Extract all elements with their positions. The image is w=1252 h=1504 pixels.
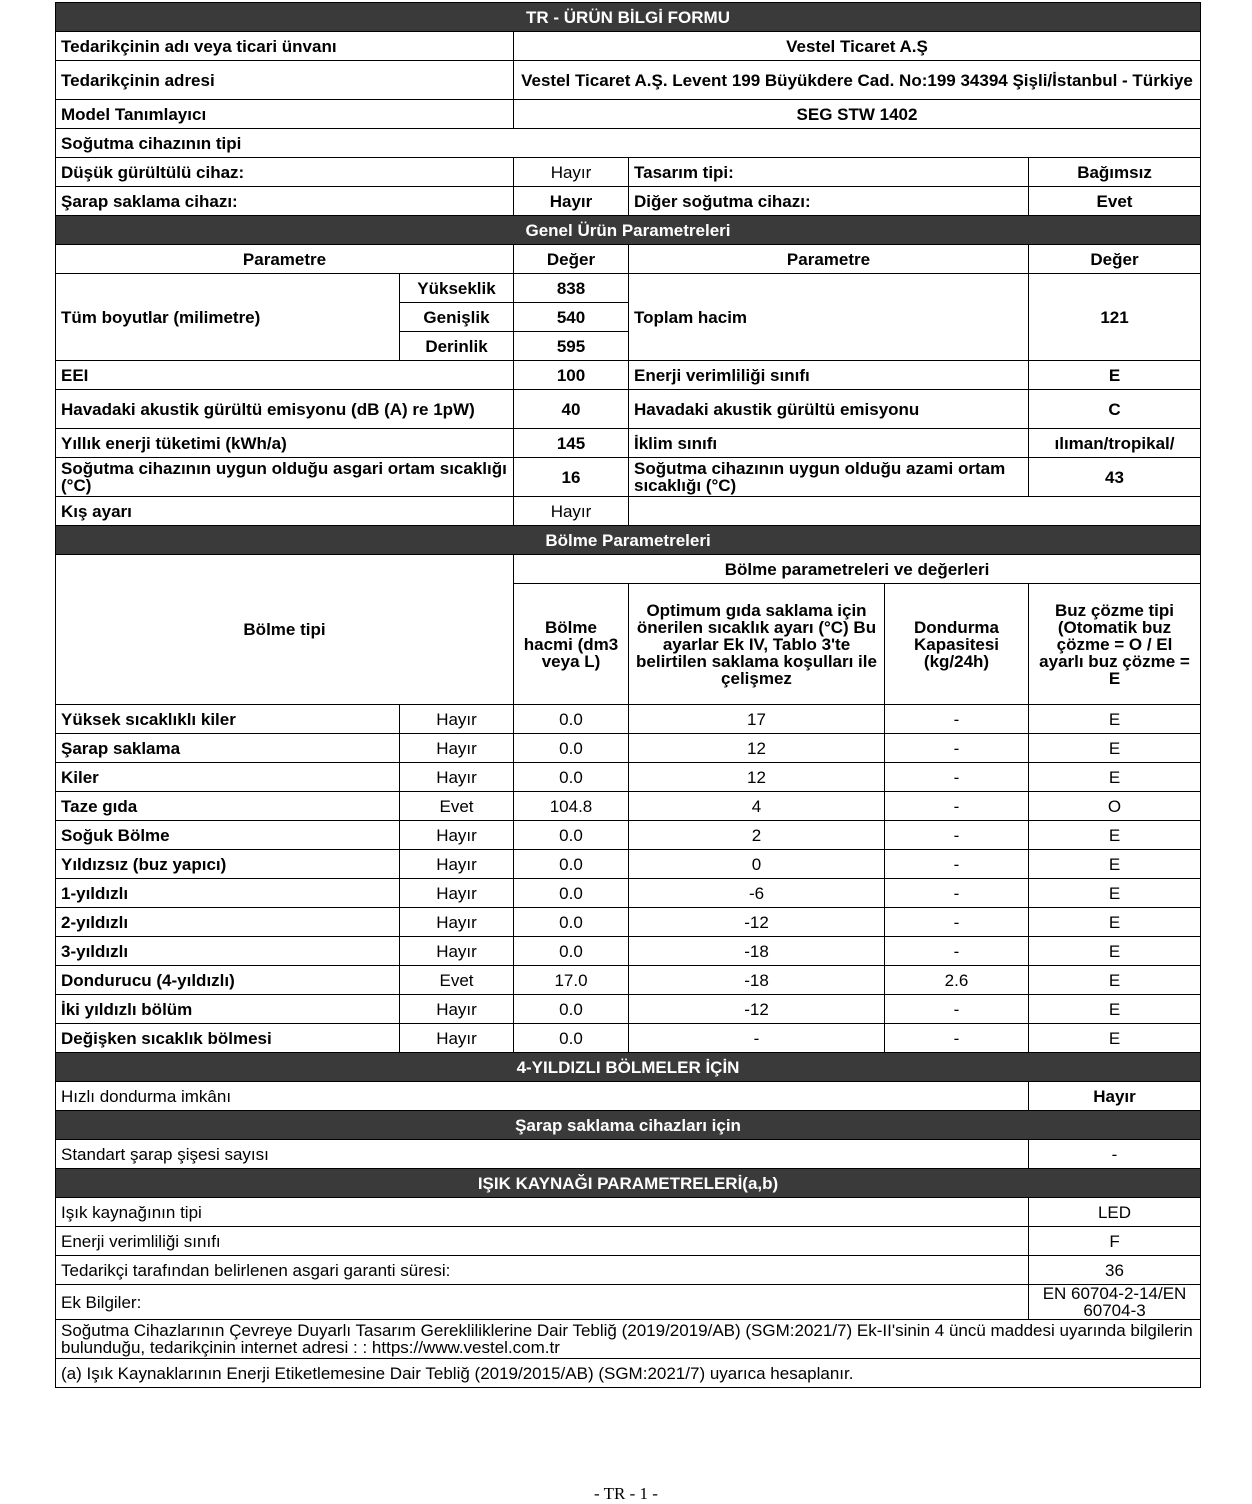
- wine-device-label: Şarap saklama cihazı:: [56, 187, 514, 216]
- compartment-temp: 0: [629, 850, 885, 879]
- compartment-present: Hayır: [400, 908, 514, 937]
- compartment-freeze: -: [885, 821, 1029, 850]
- compartment-present: Hayır: [400, 821, 514, 850]
- compartment-volume: 0.0: [514, 821, 629, 850]
- height-value: 838: [514, 274, 629, 303]
- min-temp-value: 16: [514, 458, 629, 497]
- compartment-name: Değişken sıcaklık bölmesi: [56, 1024, 400, 1053]
- product-info-table: [55, 2, 1201, 1388]
- compartment-name: Taze gıda: [56, 792, 400, 821]
- compartment-temp: -18: [629, 937, 885, 966]
- table-row: [56, 1024, 1201, 1053]
- compartment-volume: 0.0: [514, 763, 629, 792]
- compartment-freeze: -: [885, 763, 1029, 792]
- compartment-volume: 104.8: [514, 792, 629, 821]
- compartment-volume: 0.0: [514, 995, 629, 1024]
- general-params-header: Genel Ürün Parametreleri: [56, 216, 1201, 245]
- compartment-defrost: E: [1029, 763, 1201, 792]
- table-row: [56, 850, 1201, 879]
- table-row: [56, 937, 1201, 966]
- compartment-defrost: O: [1029, 792, 1201, 821]
- wine-bottles-value: -: [1029, 1140, 1201, 1169]
- total-volume-value: 121: [1029, 274, 1201, 361]
- model-value: SEG STW 1402: [514, 100, 1201, 129]
- compartment-present: Hayır: [400, 850, 514, 879]
- compartment-volume: 0.0: [514, 908, 629, 937]
- compartment-defrost: E: [1029, 734, 1201, 763]
- noise-db-value: 40: [514, 390, 629, 429]
- param-col-header: Parametre: [56, 245, 514, 274]
- compartment-present: Evet: [400, 966, 514, 995]
- compartment-present: Hayır: [400, 734, 514, 763]
- design-type-value: Bağımsız: [1029, 158, 1201, 187]
- width-label: Genişlik: [400, 303, 514, 332]
- compartment-temp: -: [629, 1024, 885, 1053]
- form-title: TR - ÜRÜN BİLGİ FORMU: [56, 3, 1201, 32]
- compartment-volume: 0.0: [514, 937, 629, 966]
- compartment-present: Hayır: [400, 995, 514, 1024]
- compartment-present: Evet: [400, 792, 514, 821]
- compartment-name: 3-yıldızlı: [56, 937, 400, 966]
- compartment-freeze: -: [885, 705, 1029, 734]
- fast-freeze-value: Hayır: [1029, 1082, 1201, 1111]
- value-col-header: Değer: [514, 245, 629, 274]
- compartment-type-header: Bölme tipi: [56, 555, 514, 705]
- compartment-temp: -12: [629, 995, 885, 1024]
- compartment-name: 2-yıldızlı: [56, 908, 400, 937]
- freeze-capacity-header: Dondurma Kapasitesi (kg/24h): [885, 584, 1029, 705]
- noise-class-label: Havadaki akustik gürültü emisyonu: [629, 390, 1029, 429]
- compartment-temp-header: Optimum gıda saklama için önerilen sıcaklık ayarı (°C) Bu ayarlar Ek IV, Tablo 3'te belirtilen saklama koşulları ile çelişmez: [629, 584, 885, 705]
- compartment-present: Hayır: [400, 879, 514, 908]
- value-col-header-2: Değer: [1029, 245, 1201, 274]
- compartment-temp: -6: [629, 879, 885, 908]
- warranty-value: 36: [1029, 1256, 1201, 1285]
- max-temp-label: Soğutma cihazının uygun olduğu azami ortam sıcaklığı (°C): [629, 458, 1029, 497]
- compartment-defrost: E: [1029, 879, 1201, 908]
- table-row: [56, 763, 1201, 792]
- extra-info-label: Ek Bilgiler:: [56, 1285, 1029, 1320]
- table-row: [56, 734, 1201, 763]
- compartment-volume: 0.0: [514, 850, 629, 879]
- compartment-freeze: -: [885, 734, 1029, 763]
- model-label: Model Tanımlayıcı: [56, 100, 514, 129]
- four-star-header: 4-YILDIZLI BÖLMELER İÇİN: [56, 1053, 1201, 1082]
- compartment-defrost: E: [1029, 908, 1201, 937]
- compartment-defrost: E: [1029, 821, 1201, 850]
- compartment-temp: 2: [629, 821, 885, 850]
- compartment-freeze: -: [885, 1024, 1029, 1053]
- depth-label: Derinlik: [400, 332, 514, 361]
- compartment-present: Hayır: [400, 763, 514, 792]
- design-type-label: Tasarım tipi:: [629, 158, 1029, 187]
- compartment-name: Dondurucu (4-yıldızlı): [56, 966, 400, 995]
- compartment-defrost: E: [1029, 995, 1201, 1024]
- table-row: [56, 705, 1201, 734]
- compartment-freeze: -: [885, 879, 1029, 908]
- eei-value: 100: [514, 361, 629, 390]
- min-temp-label: Soğutma cihazının uygun olduğu asgari ortam sıcaklığı (°C): [56, 458, 514, 497]
- table-row: [56, 995, 1201, 1024]
- annual-energy-label: Yıllık enerji tüketimi (kWh/a): [56, 429, 514, 458]
- noise-class-value: C: [1029, 390, 1201, 429]
- compartment-freeze: -: [885, 908, 1029, 937]
- compartment-temp: 4: [629, 792, 885, 821]
- winter-setting-label: Kış ayarı: [56, 497, 514, 526]
- empty-cell: [629, 497, 1201, 526]
- compartment-defrost: E: [1029, 966, 1201, 995]
- compartment-volume: 0.0: [514, 879, 629, 908]
- compartment-params-header: Bölme Parametreleri: [56, 526, 1201, 555]
- extra-info-value: EN 60704-2-14/EN 60704-3: [1029, 1285, 1201, 1320]
- compartment-defrost: E: [1029, 705, 1201, 734]
- page-number: - TR - 1 -: [594, 1484, 658, 1503]
- wine-bottles-label: Standart şarap şişesi sayısı: [56, 1140, 1029, 1169]
- compartment-freeze: 2.6: [885, 966, 1029, 995]
- annual-energy-value: 145: [514, 429, 629, 458]
- winter-setting-value: Hayır: [514, 497, 629, 526]
- wine-device-value: Hayır: [514, 187, 629, 216]
- light-class-label: Enerji verimliliği sınıfı: [56, 1227, 1029, 1256]
- compartment-freeze: -: [885, 995, 1029, 1024]
- low-noise-label: Düşük gürültülü cihaz:: [56, 158, 514, 187]
- supplier-name-label: Tedarikçinin adı veya ticari ünvanı: [56, 32, 514, 61]
- other-device-label: Diğer soğutma cihazı:: [629, 187, 1029, 216]
- compartment-volume-header: Bölme hacmi (dm3 veya L): [514, 584, 629, 705]
- compartment-volume: 17.0: [514, 966, 629, 995]
- compartment-defrost: E: [1029, 1024, 1201, 1053]
- light-type-label: Işık kaynağının tipi: [56, 1198, 1029, 1227]
- light-label-note: (a) Işık Kaynaklarının Enerji Etiketlemesine Dair Tebliğ (2019/2015/AB) (SGM:2021/7) uyarıca hesaplanır.: [56, 1359, 1201, 1388]
- noise-db-label: Havadaki akustik gürültü emisyonu (dB (A) re 1pW): [56, 390, 514, 429]
- supplier-name-value: Vestel Ticaret A.Ş: [514, 32, 1201, 61]
- table-row: [56, 821, 1201, 850]
- wine-header: Şarap saklama cihazları için: [56, 1111, 1201, 1140]
- compartment-temp: -18: [629, 966, 885, 995]
- depth-value: 595: [514, 332, 629, 361]
- table-row: [56, 879, 1201, 908]
- low-noise-value: Hayır: [514, 158, 629, 187]
- compartment-volume: 0.0: [514, 734, 629, 763]
- compartment-defrost: E: [1029, 850, 1201, 879]
- compartment-name: Kiler: [56, 763, 400, 792]
- compartment-name: 1-yıldızlı: [56, 879, 400, 908]
- compartment-name: Yıldızsız (buz yapıcı): [56, 850, 400, 879]
- light-class-value: F: [1029, 1227, 1201, 1256]
- compartment-name: Yüksek sıcaklıklı kiler: [56, 705, 400, 734]
- compartment-present: Hayır: [400, 1024, 514, 1053]
- compartment-freeze: -: [885, 937, 1029, 966]
- climate-class-value: ılıman/tropikal/: [1029, 429, 1201, 458]
- climate-class-label: İklim sınıfı: [629, 429, 1029, 458]
- compartment-name: Soğuk Bölme: [56, 821, 400, 850]
- compartment-temp: 17: [629, 705, 885, 734]
- compartment-defrost: E: [1029, 937, 1201, 966]
- energy-class-value: E: [1029, 361, 1201, 390]
- total-volume-label: Toplam hacim: [629, 274, 1029, 361]
- table-row: [56, 908, 1201, 937]
- compartment-volume: 0.0: [514, 1024, 629, 1053]
- device-type-label: Soğutma cihazının tipi: [56, 129, 1201, 158]
- compartment-temp: 12: [629, 734, 885, 763]
- compartment-values-header: Bölme parametreleri ve değerleri: [514, 555, 1201, 584]
- height-label: Yükseklik: [400, 274, 514, 303]
- light-type-value: LED: [1029, 1198, 1201, 1227]
- compartment-freeze: -: [885, 850, 1029, 879]
- supplier-address-value: Vestel Ticaret A.Ş. Levent 199 Büyükdere Cad. No:199 34394 Şişli/İstanbul - Türkiye: [514, 61, 1201, 100]
- energy-class-label: Enerji verimliliği sınıfı: [629, 361, 1029, 390]
- compartment-freeze: -: [885, 792, 1029, 821]
- compartment-name: Şarap saklama: [56, 734, 400, 763]
- eei-label: EEI: [56, 361, 514, 390]
- param-col-header-2: Parametre: [629, 245, 1029, 274]
- compartment-present: Hayır: [400, 705, 514, 734]
- table-row: [56, 966, 1201, 995]
- supplier-address-label: Tedarikçinin adresi: [56, 61, 514, 100]
- fast-freeze-label: Hızlı dondurma imkânı: [56, 1082, 1029, 1111]
- table-row: [56, 792, 1201, 821]
- ecodesign-note: Soğutma Cihazlarının Çevreye Duyarlı Tasarım Gerekliliklerine Dair Tebliğ (2019/2019/AB) (SGM:2021/7) Ek-II'sinin 4 üncü maddesi uyarında bilgilerin bulunduğu, tedarikçinin internet adresi : : https://www.vestel.com.tr: [56, 1320, 1201, 1359]
- compartment-temp: 12: [629, 763, 885, 792]
- compartment-temp: -12: [629, 908, 885, 937]
- compartment-present: Hayır: [400, 937, 514, 966]
- width-value: 540: [514, 303, 629, 332]
- max-temp-value: 43: [1029, 458, 1201, 497]
- warranty-label: Tedarikçi tarafından belirlenen asgari garanti süresi:: [56, 1256, 1029, 1285]
- dimensions-label: Tüm boyutlar (milimetre): [56, 274, 400, 361]
- other-device-value: Evet: [1029, 187, 1201, 216]
- compartment-name: İki yıldızlı bölüm: [56, 995, 400, 1024]
- defrost-type-header: Buz çözme tipi (Otomatik buz çözme = O / El ayarlı buz çözme = E: [1029, 584, 1201, 705]
- light-source-header: IŞIK KAYNAĞI PARAMETRELERİ(a,b): [56, 1169, 1201, 1198]
- compartment-volume: 0.0: [514, 705, 629, 734]
